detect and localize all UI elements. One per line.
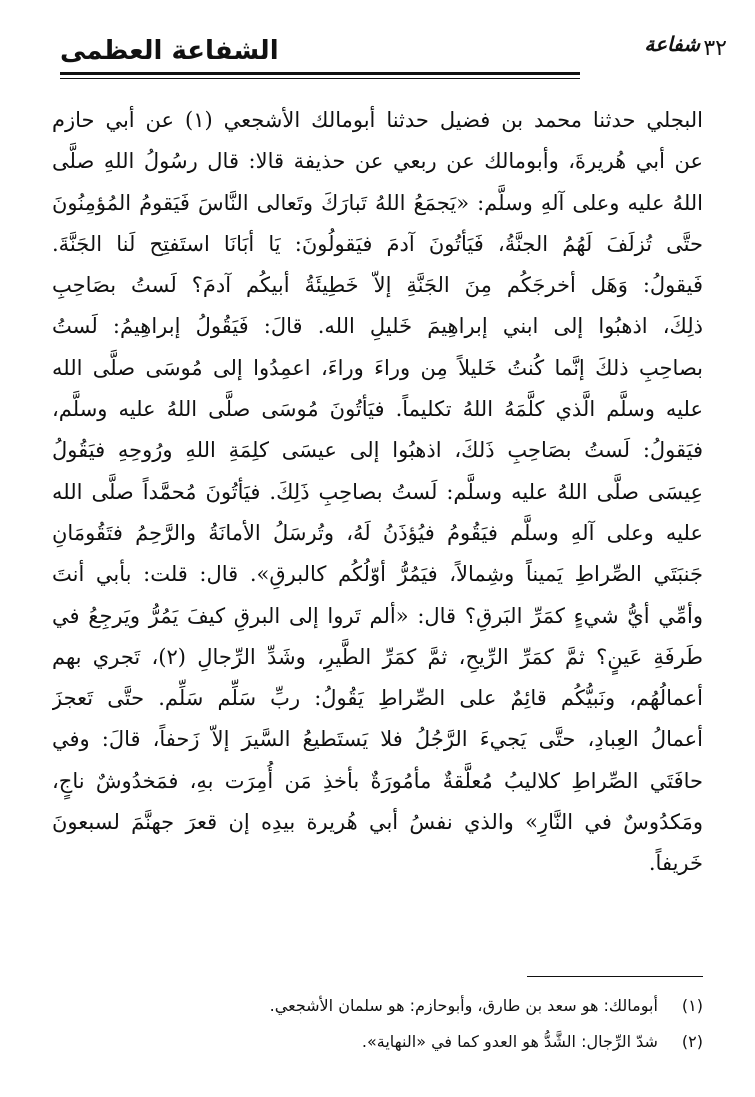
text-line: أعمالُ العِبادِ، حتَّى يَجيءَ الرَّجُلُ فلا يَستَطيعُ السَّيرَ إلاّ زَحفاً، قالَ: وفي xyxy=(52,727,703,752)
page-header xyxy=(60,30,700,90)
text-line: البجلي حدثنا محمد بن فضيل حدثنا أبومالك الأشجعي (١) عن أبي حازم xyxy=(52,108,703,132)
text-line: طَرفَةِ عَينٍ؟ ثمَّ كمَرِّ الرِّيحِ، ثمَّ كمَرِّ الطَّيرِ، وشَدِّ الرِّجالِ (٢)، تَجري بهم xyxy=(52,644,703,669)
header-rule xyxy=(60,72,580,75)
text-line: فيَقولُ: لَستُ بصَاحِبِ ذَلكَ، اذهبُوا إلى عيسَى كلِمَةِ اللهِ ورُوحِهِ فيَقُولُ xyxy=(52,438,703,463)
footnote-divider xyxy=(527,976,703,977)
text-line: اللهُ عليه وعلى آلهِ وسلَّم: «يَجمَعُ اللهُ تَبارَكَ وتَعالى النَّاسَ فَيَقومُ المُؤمِنُونَ xyxy=(52,190,703,215)
text-line: حافَتَي الصِّراطِ كلاليبُ مُعلَّقةٌ مأمُورَةٌ بأخذِ مَن أُمِرَت بهِ، فمَخدُوشٌ ناجٍ، xyxy=(52,768,703,793)
text-line: عليه وسلَّم الَّذي كلَّمَهُ اللهُ تكليماً. فيَأتُونَ مُوسَى صلَّى اللهُ عليه وسلَّم، xyxy=(52,397,703,422)
text-line: ومَكدُوسٌ في النَّارِ» والذي نفسُ أبي هُريرة بيدِه إن قعرَ جهنَّمَ لسبعونَ xyxy=(52,810,703,835)
page-number: ٣٢ xyxy=(703,36,727,61)
text-line: أعمالُهُم، ونَبيُّكُم قائِمٌ على الصِّراطِ يَقُولُ: ربِّ سَلِّم سَلِّم. حتَّى تَعجزَ xyxy=(52,686,703,711)
text-line: بصاحِبِ ذلكَ إنَّما كُنتُ خَليلاً مِن وراءَ وراءَ، اعمِدُوا إلى مُوسَى صلَّى الله xyxy=(52,355,703,380)
text-line: عن أبي هُريرةَ، وأبومالك عن ربعي عن حذيفة قالا: قال رسُولُ اللهِ صلَّى xyxy=(52,149,703,174)
main-text xyxy=(52,100,703,885)
text-line: عليه وعلى آلهِ وسلَّم فيَقُومُ فيُؤذَنُ لَهُ، وتُرسَلُ الأمانَةُ والرَّحِمُ فتَقُومَانِ xyxy=(52,520,703,545)
footnote-item xyxy=(52,1024,703,1060)
text-line: ذلِكَ، اذهبُوا إلى ابني إبراهِيمَ خَليلِ الله. قالَ: فَيَقُولُ إبراهِيمُ: لَستُ xyxy=(52,314,703,339)
footnotes xyxy=(52,988,703,1060)
text-line: فَيقولُ: وَهَل أخرجَكُم مِنَ الجَنَّةِ إلاّ خَطِيئَةُ أبيكُم آدمَ؟ لَستُ بصَاحِبِ xyxy=(52,273,703,298)
footnote-number: (٢) xyxy=(681,1032,703,1051)
text-line: وأمِّي أيُّ شيءٍ كمَرِّ البَرقِ؟ قال: «ألم تَروا إلى البرقِ كيفَ يَمُرُّ ويَرجِعُ في xyxy=(52,603,703,628)
footnote-text: أبومالك: هو سعد بن طارق، وأبوحازم: هو سلمان الأشجعي. xyxy=(269,996,658,1015)
text-line: خَريفاً. xyxy=(648,851,703,876)
footnote-text: شدّ الرِّجال: الشَّدُّ هو العدو كما في «النهاية». xyxy=(361,1032,658,1051)
header-rule-thin xyxy=(60,78,580,79)
footnote-item xyxy=(52,988,703,1024)
header-logo: شفاعة xyxy=(644,32,700,56)
text-line: عِيسَى صلَّى اللهُ عليه وسلَّم: لَستُ بصاحِبِ ذَلِكَ. فيَأتُونَ مُحمَّداً صلَّى الله xyxy=(52,479,703,504)
text-line: جَنبَتَي الصِّراطِ يَميناً وشِمالاً، فيَمُرُّ أوّلُكُم كالبرقِ». قال: قلت: بأبي أنتَ xyxy=(52,562,703,587)
footnote-number: (١) xyxy=(681,996,703,1015)
text-line: حتَّى تُزلَفَ لَهُمُ الجنَّةُ، فَيَأتُونَ آدمَ فيَقولُونَ: يَا أبَانَا استَفتِح لَنا الجَنَّةَ. xyxy=(52,231,703,256)
running-title: الشفاعة العظمى xyxy=(60,36,279,66)
